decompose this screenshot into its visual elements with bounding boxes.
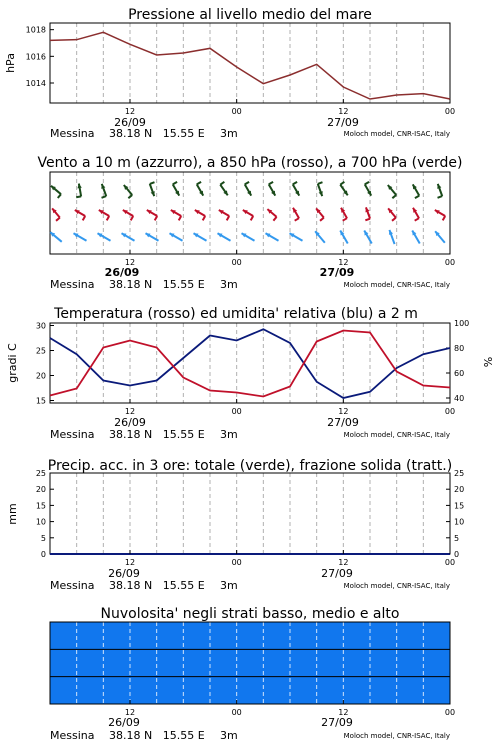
wind-arrow — [123, 210, 133, 220]
wind-arrow — [171, 210, 181, 220]
pressure-ylabel: hPa — [4, 53, 17, 73]
precip-panel — [6, 458, 464, 592]
clouds-date-2: 27/09 — [321, 716, 353, 729]
precip-coords: 38.18 N 15.55 E — [109, 579, 205, 592]
wind-arrow — [170, 233, 183, 241]
wind-altitude: 3m — [220, 278, 238, 291]
wind-head — [389, 230, 393, 235]
wind-arrow — [220, 182, 227, 196]
clouds-place: Messina — [50, 729, 95, 742]
wind-arrow — [267, 209, 276, 221]
temperature-line — [50, 331, 450, 397]
precip-y-ticks-right — [446, 469, 464, 559]
wind-arrow — [412, 231, 420, 244]
pressure-coords: 38.18 N 15.55 E — [109, 127, 205, 140]
wind-arrow — [266, 233, 279, 241]
wind-feather — [443, 216, 446, 220]
wind-feather — [83, 216, 86, 220]
pressure-line — [50, 32, 450, 99]
wind-arrow — [52, 208, 60, 220]
wind-feather — [173, 182, 177, 185]
x-tick-label: 00 — [231, 407, 242, 416]
x-tick-label: 12 — [338, 107, 349, 116]
x-tick-label: 00 — [444, 107, 456, 116]
wind-feather — [197, 182, 201, 185]
wind-feather — [128, 195, 132, 198]
wind-arrow — [219, 210, 229, 220]
wind-arrow — [99, 210, 109, 220]
wind-arrow — [341, 208, 347, 221]
pressure-place: Messina — [50, 127, 95, 140]
cloud-layer-basso — [50, 677, 450, 704]
wind-arrow — [435, 231, 445, 242]
wind-arrow — [340, 231, 348, 244]
y-tick-label: 0 — [40, 550, 46, 559]
wind-feather — [318, 182, 323, 184]
temperature-date-2: 27/09 — [327, 416, 359, 429]
wind-feather — [179, 216, 182, 220]
wind-feather — [58, 194, 61, 198]
wind-head — [319, 191, 323, 196]
wind-feather — [365, 182, 369, 185]
cloud-layer-alto — [50, 622, 450, 649]
wind-arrow — [124, 185, 132, 198]
wind-arrow — [413, 184, 420, 198]
humidity-ylabel: % — [482, 356, 495, 368]
temperature-model: Moloch model, CNR-ISAC, Italy — [343, 431, 450, 439]
wind-date-2: 27/09 — [319, 266, 355, 279]
y-tick-label: 15 — [454, 501, 465, 511]
x-tick-label: 00 — [444, 258, 456, 267]
clouds-panel — [50, 606, 455, 742]
x-tick-label: 00 — [231, 708, 242, 717]
wind-feather — [365, 219, 370, 221]
wind-arrow — [218, 233, 231, 241]
wind-arrow — [245, 182, 252, 196]
wind-arrow — [437, 184, 442, 198]
y-tick-label: 15 — [35, 501, 46, 511]
wind-arrow — [173, 182, 180, 196]
wind-feather — [220, 182, 224, 185]
precip-altitude: 3m — [220, 579, 238, 592]
wind-place: Messina — [50, 278, 95, 291]
wind-feather — [150, 182, 155, 184]
x-tick-label: 12 — [124, 708, 136, 717]
wind-head — [437, 184, 441, 189]
pressure-grid — [77, 23, 424, 103]
wind-arrow — [122, 233, 135, 241]
x-tick-label: 00 — [444, 708, 456, 717]
y-tick-label: 10 — [454, 517, 465, 527]
x-tick-label: 12 — [124, 407, 136, 416]
wind-feather — [415, 218, 419, 221]
wind-feather — [438, 196, 443, 198]
y-tick-label: 80 — [454, 344, 465, 353]
wind-feather — [76, 196, 81, 197]
y-tick-label: 25 — [454, 469, 465, 478]
wind-feather — [340, 182, 344, 185]
wind-arrow — [195, 210, 205, 220]
y-tick-label: 100 — [454, 319, 470, 328]
precip-grid — [77, 473, 424, 554]
pressure-date-2: 27/09 — [327, 116, 359, 129]
wind-arrow — [98, 233, 111, 241]
wind-arrow — [51, 186, 61, 198]
humidity-y-ticks — [446, 319, 469, 403]
x-tick-label: 00 — [231, 107, 242, 116]
precip-model: Moloch model, CNR-ISAC, Italy — [343, 582, 450, 590]
wind-arrow — [388, 208, 396, 220]
x-tick-label: 12 — [338, 258, 349, 267]
wind-arrow — [389, 230, 395, 244]
x-tick-label: 12 — [124, 258, 136, 267]
wind-head — [101, 184, 105, 189]
wind-feather — [155, 216, 158, 220]
y-tick-label: 5 — [40, 533, 46, 543]
wind-arrow — [388, 185, 396, 198]
precip-ylabel: mm — [6, 503, 19, 525]
y-tick-label: 20 — [454, 485, 465, 495]
cloud-layers — [50, 622, 450, 704]
wind-model: Moloch model, CNR-ISAC, Italy — [343, 281, 450, 289]
wind-arrow — [340, 182, 347, 196]
y-tick-label: 25 — [35, 469, 46, 478]
temperature-place: Messina — [50, 428, 95, 441]
wind-feather — [392, 218, 396, 221]
clouds-date-1: 26/09 — [108, 716, 140, 729]
precip-y-ticks — [36, 469, 54, 559]
x-tick-label: 00 — [444, 407, 456, 416]
wind-arrow — [290, 233, 303, 241]
x-tick-label: 00 — [231, 258, 242, 267]
wind-arrow — [293, 208, 299, 221]
temperature-altitude: 3m — [220, 428, 238, 441]
wind-feather — [251, 216, 254, 220]
wind-coords: 38.18 N 15.55 E — [109, 278, 205, 291]
x-tick-label: 00 — [444, 558, 456, 567]
wind-title: Vento a 10 m (azzurro), a 850 hPa (rosso), a 700 hPa (verde) — [37, 155, 463, 171]
wind-feather — [131, 216, 134, 220]
pressure-title: Pressione al livello medio del mare — [128, 7, 372, 23]
temperature-panel — [6, 306, 495, 441]
wind-arrow — [364, 231, 372, 244]
wind-arrow — [242, 233, 255, 241]
x-tick-label: 12 — [338, 407, 349, 416]
x-tick-label: 12 — [338, 708, 349, 717]
pressure-date-1: 26/09 — [114, 116, 146, 129]
y-tick-label: 40 — [454, 394, 465, 403]
wind-feather — [245, 182, 249, 185]
y-tick-label: 0 — [454, 550, 460, 559]
temperature-title: Temperatura (rosso) ed umidita' relativa (blu) a 2 m — [54, 306, 418, 322]
y-tick-label: 30 — [35, 321, 46, 331]
cloud-layer-medio — [50, 649, 450, 676]
y-tick-label: 5 — [454, 533, 460, 543]
wind-arrow — [413, 208, 419, 221]
wind-arrow — [74, 233, 87, 241]
wind-feather — [269, 182, 273, 185]
wind-barbs — [50, 182, 445, 244]
wind-arrow — [50, 232, 61, 242]
wind-arrow — [243, 210, 253, 220]
wind-arrow — [194, 233, 207, 241]
x-tick-label: 12 — [124, 558, 136, 567]
humidity-line — [50, 329, 450, 398]
precip-place: Messina — [50, 579, 95, 592]
pressure-model: Moloch model, CNR-ISAC, Italy — [343, 130, 450, 138]
clouds-altitude: 3m — [220, 729, 238, 742]
y-tick-label: 20 — [35, 371, 46, 381]
wind-date-1: 26/09 — [104, 266, 140, 279]
pressure-altitude: 3m — [220, 127, 238, 140]
x-tick-label: 12 — [124, 107, 136, 116]
wind-arrow — [147, 210, 157, 220]
precip-title: Precip. acc. in 3 ore: totale (verde), frazione solida (tratt.) — [47, 458, 453, 474]
wind-arrow — [293, 182, 300, 196]
wind-panel — [37, 155, 462, 291]
y-tick-label: 20 — [35, 485, 46, 495]
wind-feather — [392, 195, 396, 198]
temperature-date-1: 26/09 — [114, 416, 146, 429]
y-tick-label: 15 — [35, 396, 46, 406]
wind-feather — [415, 196, 419, 199]
clouds-coords: 38.18 N 15.55 E — [109, 729, 205, 742]
x-tick-label: 12 — [338, 558, 349, 567]
wind-arrow — [197, 182, 204, 196]
wind-head — [151, 191, 155, 196]
precip-date-2: 27/09 — [321, 567, 353, 580]
wind-arrow — [365, 207, 370, 220]
wind-feather — [56, 218, 60, 221]
y-tick-label: 60 — [454, 369, 465, 378]
wind-arrow — [318, 182, 323, 196]
temperature-y-ticks — [36, 322, 54, 406]
wind-arrow — [316, 208, 324, 220]
clouds-model: Moloch model, CNR-ISAC, Italy — [343, 732, 450, 740]
precip-date-1: 26/09 — [108, 567, 140, 580]
temperature-ylabel: gradi C — [6, 343, 19, 383]
wind-arrow — [269, 182, 276, 196]
clouds-title: Nuvolosita' negli strati basso, medio e alto — [100, 606, 400, 622]
wind-arrow — [150, 182, 155, 196]
wind-feather — [227, 216, 230, 220]
wind-feather — [203, 216, 206, 220]
wind-feather — [293, 182, 297, 185]
temperature-coords: 38.18 N 15.55 E — [109, 428, 205, 441]
wind-feather — [343, 218, 347, 221]
wind-feather — [107, 216, 110, 220]
wind-head — [365, 207, 369, 212]
precip-frame — [50, 473, 450, 554]
wind-feather — [320, 218, 324, 221]
y-tick-label: 1014 — [25, 79, 46, 88]
y-tick-label: 1016 — [25, 52, 46, 62]
wind-feather — [295, 218, 299, 221]
y-tick-label: 1018 — [25, 25, 46, 35]
y-tick-label: 25 — [35, 346, 46, 356]
wind-arrow — [435, 210, 445, 220]
wind-feather — [273, 217, 276, 221]
x-tick-label: 00 — [231, 558, 242, 567]
pressure-panel — [4, 7, 455, 140]
wind-feather — [102, 196, 107, 198]
y-tick-label: 10 — [35, 517, 46, 527]
